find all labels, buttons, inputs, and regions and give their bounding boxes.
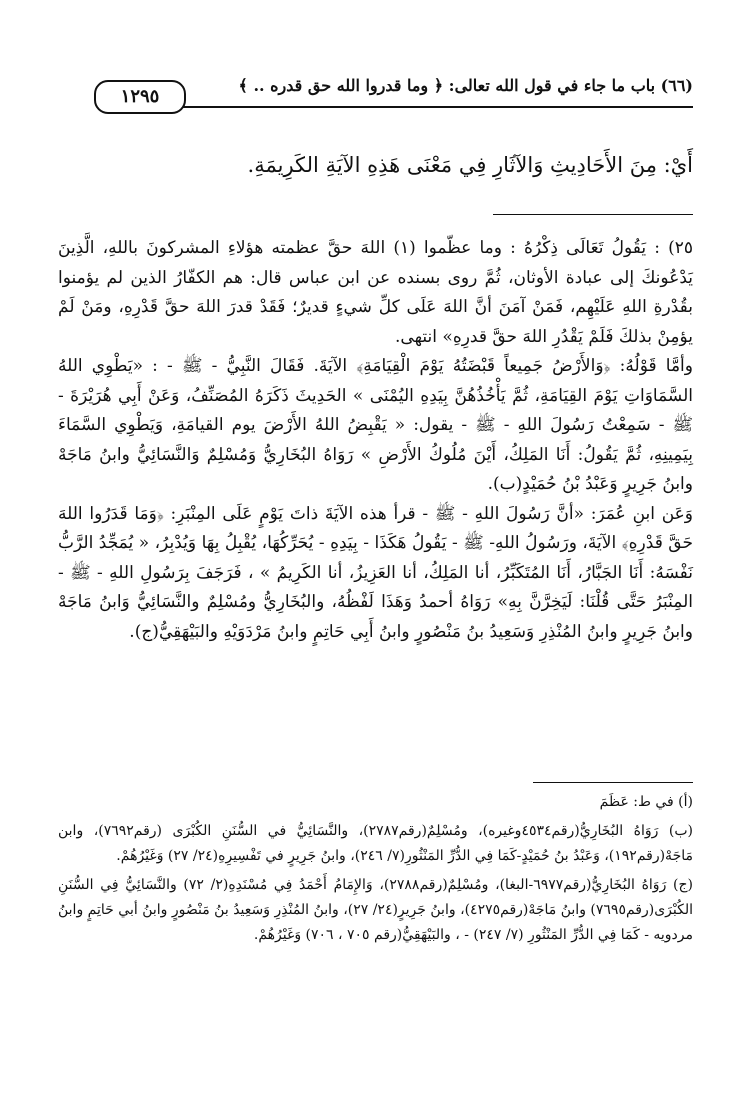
- paragraph: ٢٥) : يَقُولُ تَعَالَى ذِكْرُهُ : وما عظّموا (١) اللهَ حقَّ عظمته هؤلاءِ المشركونَ باللهِ، الَّذِينَ يَدْعُونكَ إلى عبادة الأوثان، ثُمَّ روى بسنده عن ابن عباس قال: هم الكفّارُ الذين لم يؤمنوا بقُدْرةِ اللهِ عَلَيْهِم، فَمَنْ آمَنَ أنَّ اللهَ عَلَى كلِّ شيءٍ قديرٌ؛ فَقَدْ قدرَ اللهَ حقَّ قَدْرِهِ، ومَنْ لَمْ يؤمِنْ بذلكَ فَلَمْ يَقْدُرِ اللهَ حقَّ قدرِهِ» انتهى.: [58, 238, 694, 347]
- page-number: ١٢٩٥: [94, 80, 186, 114]
- paragraph: وأمَّا قَوْلُهُ: ﴿وَالأَرْضُ جَمِيعاً قَبْضَتُهُ يَوْمَ الْقِيَامَةِ﴾ الآيَةَ. فَقَالَ النَّبِيُّ - ﷺ - : «يَطْوِي اللهُ السَّمَاوَاتِ يَوْمَ القِيَامَةِ، ثُمَّ يَأْخُذُهُنَّ بِيَدِهِ اليُمْنَى » الحَدِيثَ ذَكَرَهُ المُصَنِّفُ، وَعَنْ أَبِي هُرَيْرَةَ - ﷺ - سَمِعْتُ رَسُولَ اللهِ - ﷺ - يقول: « يَقْبِضُ اللهُ الأَرْضَ يوم القيامَةِ، وَيَطْوِي السَّمَاءَ بِيَمِينِهِ، ثُمَّ يَقُولُ: أَنَا المَلِكُ، أَيْنَ مُلُوكُ الأَرْضِ » رَوَاهُ البُخَارِيُّ وَمُسْلِمٌ وَالنَّسَائِيُّ وابنُ مَاجَهْ وابنُ جَرِيرٍ وَعَبْدُ بْنُ حُمَيْدٍ(ب).: [58, 356, 693, 494]
- footnote: (أ) في ط: عَظَمَ: [599, 794, 693, 810]
- intro-line: أَيْ: مِنَ الأَحَادِيثِ وَالآثَارِ فِي مَعْنَى هَذِهِ الآيَةِ الكَرِيمَةِ.: [247, 153, 693, 177]
- footnote: (ب) رَوَاهُ البُخَارِيُّ(رقم٤٥٣٤وغيره)، ومُسْلِمٌ(رقم٢٧٨٧)، والنَّسَائِيُّ في السُّنَنِ الكُبْرَى (رقم٧٦٩٢)، وابن مَاجَهْ(رقم١٩٢)، وَعَبْدُ بنُ حُمَيْدٍ-كَمَا فِي الدُّرِّ المَنْثُورِ(٧/ ٢٤٦)، وابنُ جَرِيرٍ في تَفْسِيرِهِ(٢٤/ ٢٧) وَغَيْرُهُمْ.: [58, 823, 694, 864]
- running-header: [100, 72, 693, 108]
- main-text: [58, 234, 693, 647]
- footnotes: [58, 790, 693, 952]
- chapter-title: (٦٦) باب ما جاء في قول الله تعالى: ﴿ وما قدروا الله حق قدره .. ﴾: [238, 76, 693, 95]
- footnote-separator: [533, 782, 693, 783]
- section-separator: [493, 214, 693, 215]
- paragraph: وَعَن ابنِ عُمَرَ: «أنَّ رَسُولَ اللهِ - ﷺ - قرأ هذه الآيَةَ ذاتَ يَوْمٍ عَلَى المِنْبَرِ: ﴿وَمَا قَدَرُوا اللهَ حَقَّ قَدْرِهِ﴾ الآيَةَ، ورَسُولُ اللهِ- ﷺ - يَقُولُ هَكَذَا - بِيَدِهِ - يُحَرِّكُهَا، يُقْبِلُ بِهَا وَيُدْبِرُ، « يُمَجِّدُ الرَّبُّ نَفْسَهُ: أَنَا الجَبَّارُ، أَنَا المُتَكَبِّرُ، أنا المَلِكُ، أنا العَزِيزُ، أنا الكَرِيمُ » ، فَرَجَفَ بِرَسُولِ اللهِ - ﷺ - المِنْبَرُ حَتَّى قُلْنَا: لَيَخِرَّنَّ بِهِ» رَوَاهُ أحمدُ وَهَذَا لَفْظُهُ، والبُخَارِيُّ ومُسْلِمٌ والنَّسَائِيُّ وَابنُ مَاجَهْ وابنُ جَرِيرٍ وابنُ المُنْذِرِ وَسَعِيدُ بنُ مَنْصُورٍ وابنُ أَبِي حَاتِمٍ وابنُ مَرْدَوَيْهِ والبَيْهَقِيُّ(ج).: [58, 503, 693, 642]
- footnote: (ج) رَوَاهُ البُخَارِيُّ(رقم٦٩٧٧-البغا)، ومُسْلِمٌ(رقم٢٧٨٨)، وَالإِمَامُ أَحْمَدُ فِي مُسْنَدِهِ(٢/ ٧٢) والنَّسَائِيُّ فِي السُّنَنِ الكُبْرَى(رقم٧٦٩٥) وابنُ مَاجَهْ(رقم٤٢٧٥)، وابنُ جَرِيرٍ(٢٤/ ٢٧)، وابنُ المُنْذِرِ وَسَعِيدُ بنُ مَنْصُورٍ وابنُ أبي حَاتِمٍ وابنُ مردويه - كَمَا فِي الدُّرِّ المَنْثُورِ (٧/ ٢٤٧) - ، والبَيْهَقِيُّ(رقم ٧٠٥ ، ٧٠٦) وَغَيْرُهُمْ.: [58, 877, 693, 943]
